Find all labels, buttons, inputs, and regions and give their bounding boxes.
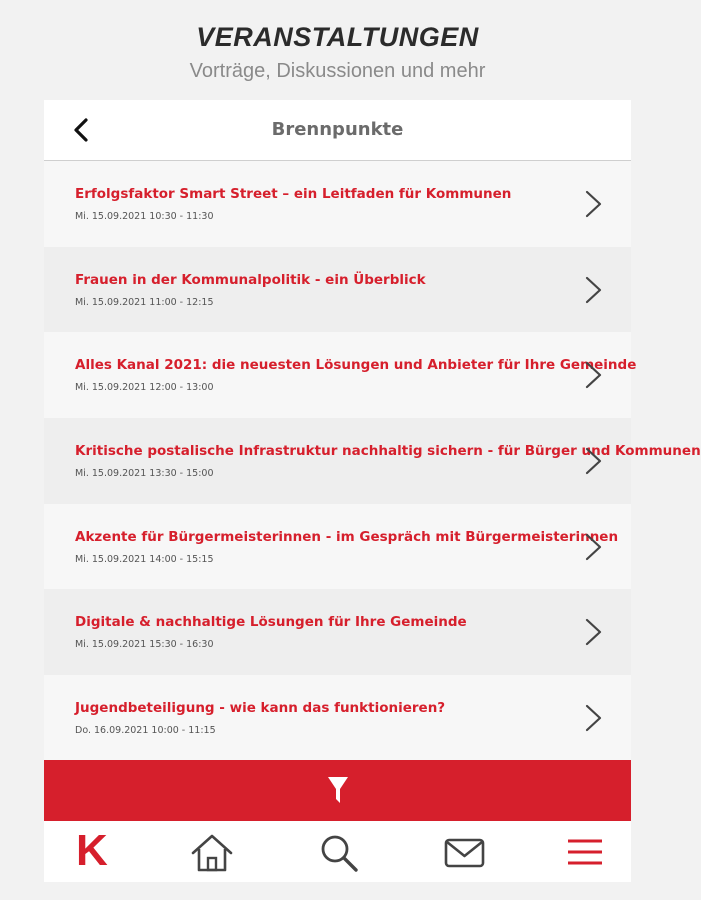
tab-search[interactable] [318, 833, 358, 873]
search-icon [318, 833, 360, 873]
content-panel [44, 100, 701, 882]
event-title: Jugendbeteiligung - wie kann das funktionieren? [75, 700, 446, 717]
tab-mail[interactable] [444, 833, 484, 873]
event-list [44, 161, 701, 761]
event-title: Kritische postalische Infrastruktur nachhaltig sichern - für Bürger und Kommunen [75, 443, 701, 460]
event-item[interactable] [44, 247, 631, 333]
event-item[interactable] [44, 332, 637, 418]
event-date: Mi. 15.09.2021 15:30 - 16:30 [75, 639, 214, 651]
tab-bar [44, 821, 631, 882]
chevron-right-icon [583, 531, 605, 563]
chevron-right-icon [583, 188, 605, 220]
mail-icon [444, 833, 486, 873]
app-header [0, 0, 675, 100]
filter-icon [327, 775, 349, 805]
page-title: Brennpunkte [271, 119, 404, 140]
event-item[interactable] [44, 504, 631, 590]
event-item[interactable] [44, 418, 701, 504]
event-title: Frauen in der Kommunalpolitik - ein Überblick [75, 271, 426, 288]
app-subtitle: Vorträge, Diskussionen und mehr [189, 60, 486, 82]
event-date: Do. 16.09.2021 10:00 - 11:15 [75, 725, 216, 737]
filter-button[interactable] [44, 760, 631, 821]
event-date: Mi. 15.09.2021 14:00 - 15:15 [75, 553, 214, 565]
event-title: Akzente für Bürgermeisterinnen - im Gespräch mit Bürgermeisterinnen [75, 528, 619, 545]
logo-k-tab[interactable]: K [76, 826, 108, 875]
home-icon [190, 833, 234, 873]
chevron-right-icon [583, 274, 605, 306]
app-title: VERANSTALTUNGEN [196, 22, 479, 52]
event-title: Erfolgsfaktor Smart Street – ein Leitfaden für Kommunen [75, 186, 512, 202]
menu-icon [566, 833, 606, 873]
event-item[interactable] [44, 675, 631, 761]
chevron-right-icon [583, 359, 605, 391]
event-date: Mi. 15.09.2021 13:30 - 15:00 [75, 468, 214, 480]
event-date: Mi. 15.09.2021 11:00 - 12:15 [75, 296, 214, 308]
nav-bar [44, 100, 631, 161]
chevron-right-icon [583, 445, 605, 477]
event-title: Digitale & nachhaltige Lösungen für Ihre Gemeinde [75, 614, 467, 631]
event-title: Alles Kanal 2021: die neuesten Lösungen und Anbieter für Ihre Gemeinde [75, 357, 637, 374]
event-date: Mi. 15.09.2021 10:30 - 11:30 [75, 211, 214, 222]
event-item[interactable] [44, 589, 631, 675]
tab-home[interactable] [190, 833, 230, 873]
event-item[interactable] [44, 161, 631, 247]
chevron-right-icon [583, 616, 605, 648]
event-date: Mi. 15.09.2021 12:00 - 13:00 [75, 382, 214, 394]
chevron-right-icon [583, 702, 605, 734]
tab-menu[interactable] [566, 833, 606, 873]
